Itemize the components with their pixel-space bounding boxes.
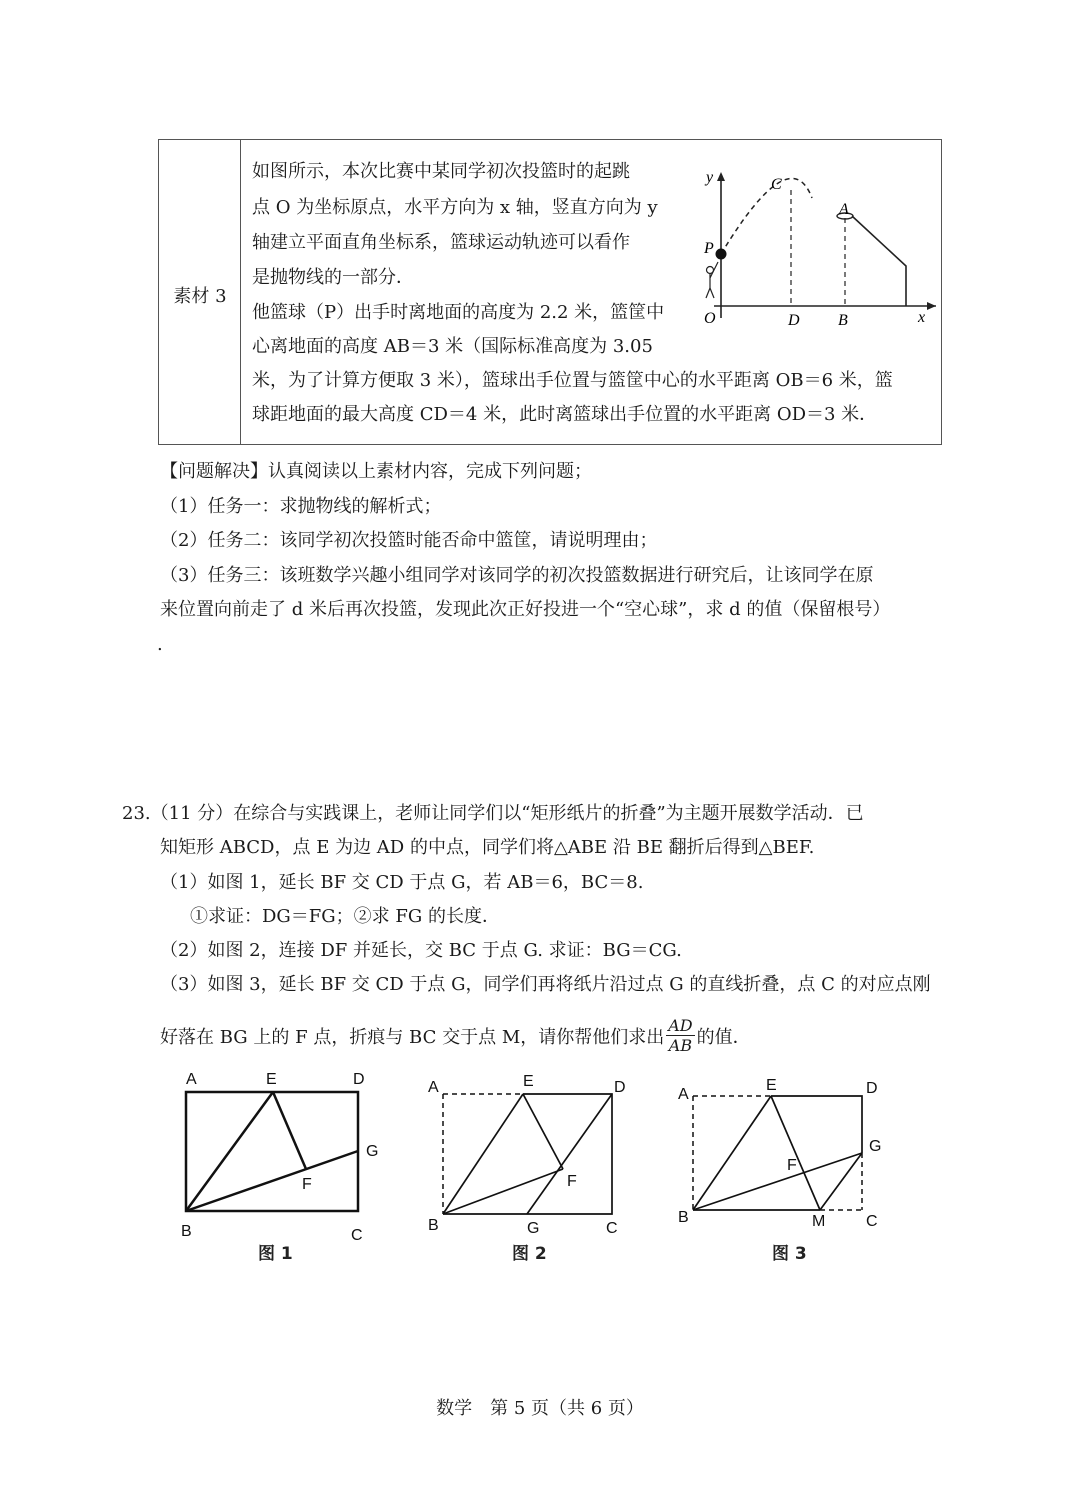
- fig1-label-b: B: [181, 1223, 192, 1240]
- label-x: x: [918, 309, 926, 326]
- label-p: P: [704, 240, 714, 257]
- fig2-line-bf: [443, 1169, 563, 1214]
- material-line-3: 轴建立平面直角坐标系，篮球运动轨迹可以看作: [252, 232, 630, 253]
- fig3-line-bg: [693, 1153, 862, 1210]
- fig3-label-b: B: [678, 1209, 689, 1226]
- material-line-8: 球距地面的最大高度 CD＝4 米，此时离篮球出手位置的水平距离 OD＝3 米．: [252, 404, 878, 425]
- fig2-label-d: D: [614, 1079, 626, 1096]
- material-line-7: 米，为了计算方便取 3 米），篮球出手位置与篮筐中心的水平距离 OB＝6 米，篮: [252, 370, 893, 391]
- fig1-line-ef: [273, 1092, 306, 1169]
- page-footer: 数学 第 5 页（共 6 页）: [436, 1398, 644, 1419]
- fig1-label-e: E: [266, 1071, 277, 1088]
- q23-part-3-b: 好落在 BG 上的 F 点，折痕与 BC 交于点 M，请你帮他们求出: [160, 1026, 665, 1048]
- fig3-label-e: E: [766, 1077, 777, 1094]
- fig1-caption: 图 1: [258, 1244, 293, 1264]
- fig1-line-be: [186, 1092, 273, 1211]
- task-3-line-3: .: [157, 634, 163, 655]
- label-c: C: [771, 176, 782, 193]
- fig2-rect-edges: [443, 1094, 612, 1214]
- fig2-line-dg: [527, 1094, 612, 1214]
- fig3-label-m: M: [812, 1213, 826, 1230]
- material-line-2: 点 O 为坐标原点，水平方向为 x 轴，竖直方向为 y: [252, 197, 658, 218]
- material-line-1: 如图所示，本次比赛中某同学初次投篮时的起跳: [252, 161, 630, 182]
- task-1: （1）任务一：求抛物线的解析式；: [160, 496, 442, 517]
- fig3-label-f: F: [787, 1157, 797, 1174]
- material-line-4: 是抛物线的一部分．: [252, 267, 414, 288]
- label-y: y: [706, 169, 714, 186]
- label-b: B: [838, 312, 848, 329]
- task-2: （2）任务二：该同学初次投篮时能否命中篮筐，请说明理由；: [160, 530, 658, 551]
- fraction-denominator: AB: [668, 1036, 693, 1055]
- fig3-label-d: D: [866, 1080, 878, 1097]
- material-label: 素材 3: [173, 286, 227, 307]
- fig2-label-g: G: [527, 1220, 540, 1237]
- fig3-line-mg: [820, 1153, 862, 1210]
- fig1-rectangle: [186, 1092, 358, 1211]
- fig1-label-f: F: [302, 1176, 312, 1193]
- label-o: O: [704, 310, 716, 327]
- fraction-numerator: AD: [668, 1016, 693, 1035]
- fig1-label-g: G: [366, 1143, 379, 1160]
- fig3-label-c: C: [866, 1213, 878, 1230]
- figure-3: [678, 1077, 881, 1264]
- fig2-label-a: A: [428, 1079, 439, 1096]
- fig2-label-b: B: [428, 1217, 439, 1234]
- figure-2: [428, 1073, 626, 1264]
- label-a: A: [839, 201, 849, 218]
- fig3-line-em: [771, 1096, 820, 1210]
- material-line-6: 心离地面的高度 AB＝3 米（国际标准高度为 3.05: [252, 336, 653, 357]
- q23-part-3-a: （3）如图 3，延长 BF 交 CD 于点 G，同学们再将纸片沿过点 G 的直线折叠，点 C 的对应点刚: [160, 974, 931, 995]
- figure-1: [181, 1071, 378, 1264]
- label-d: D: [788, 312, 800, 329]
- fig3-line-edg: [771, 1096, 862, 1153]
- q23-line-1: 23.（11 分）在综合与实践课上，老师让同学们以“矩形纸片的折叠”为主题开展数学活动．已: [122, 803, 864, 824]
- fig2-label-f: F: [567, 1173, 577, 1190]
- q23-part-3-c: 的值．: [696, 1026, 751, 1048]
- fig2-label-e: E: [523, 1073, 534, 1090]
- problem-heading: 【问题解决】认真阅读以上素材内容，完成下列问题；: [160, 461, 592, 482]
- fig1-label-c: C: [351, 1227, 363, 1244]
- fig3-label-a: A: [678, 1086, 689, 1103]
- fig1-line-bg: [186, 1151, 358, 1211]
- fig1-label-a: A: [186, 1071, 197, 1088]
- q23-part-1: （1）如图 1，延长 BF 交 CD 于点 G，若 AB＝6，BC＝8.: [160, 872, 644, 893]
- fig2-line-be: [443, 1094, 523, 1214]
- q23-line-2: 知矩形 ABCD，点 E 为边 AD 的中点，同学们将△ABE 沿 BE 翻折后得到△BEF.: [160, 837, 815, 858]
- fig3-caption: 图 3: [772, 1244, 807, 1264]
- task-3-line-2: 来位置向前走了 d 米后再次投篮，发现此次正好投进一个“空心球”，求 d 的值（保留根号）: [160, 599, 891, 620]
- q23-part-2: （2）如图 2，连接 DF 并延长，交 BC 于点 G. 求证：BG＝CG.: [160, 940, 682, 961]
- material-line-5: 他篮球（P）出手时离地面的高度为 2.2 米，篮筐中: [252, 302, 665, 323]
- fig2-line-ef: [523, 1094, 563, 1169]
- fig3-line-be: [693, 1096, 771, 1210]
- q23-part-1-sub: ①求证：DG＝FG；②求 FG 的长度．: [190, 906, 500, 927]
- fig1-label-d: D: [353, 1071, 365, 1088]
- task-3-line-1: （3）任务三：该班数学兴趣小组同学对该同学的初次投篮数据进行研究后，让该同学在原: [160, 565, 874, 586]
- fig3-label-g: G: [869, 1138, 882, 1155]
- fig2-label-c: C: [606, 1220, 618, 1237]
- fig2-caption: 图 2: [512, 1244, 547, 1264]
